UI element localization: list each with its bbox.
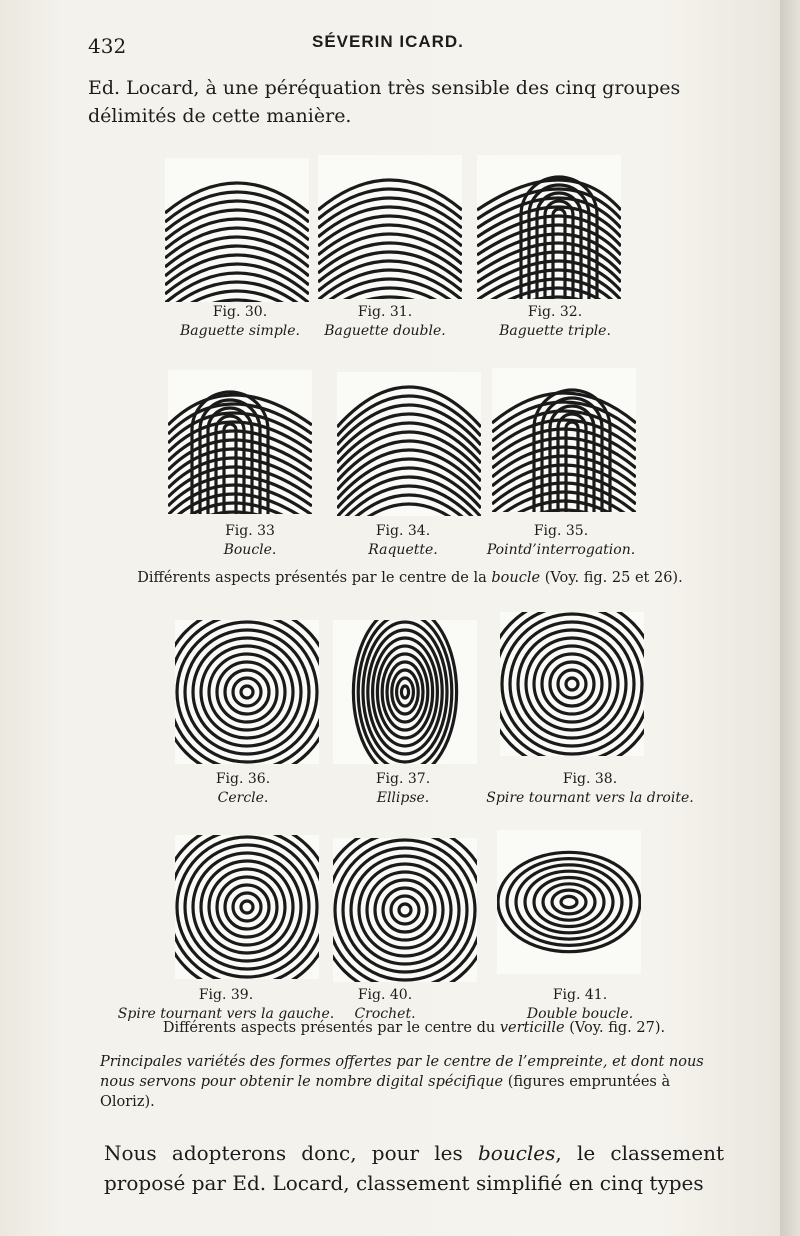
- figure-number: Fig. 35.: [533, 523, 589, 539]
- intro-paragraph: Ed. Locard, à une péréquation très sensible des cinq groupes délimités de cette manière.: [88, 77, 681, 127]
- figure-caption: [300, 303, 470, 341]
- fingerprint-ridges: [318, 155, 462, 299]
- figure-title: Baguette double.: [324, 323, 446, 339]
- fingerprint-ridges: [497, 830, 641, 974]
- page-edge: [780, 0, 800, 1236]
- figure-caption: [300, 986, 470, 1024]
- figure-legend: Principales variétés des formes offertes par le centre de l’empreinte, et dont nous nous servons pour obtenir le nombre digital spécifique (figures empruntées à Oloriz).: [100, 1054, 704, 1110]
- figure-title: Double boucle.: [526, 1006, 634, 1022]
- figure-number: Fig. 41.: [552, 987, 608, 1003]
- fingerprint-ridges: [333, 620, 477, 764]
- figure-title: Cercle.: [217, 790, 269, 806]
- figure-number: Fig. 32.: [527, 304, 583, 320]
- figure-number: Fig. 31.: [357, 304, 413, 320]
- page-number: 432: [88, 34, 127, 58]
- fingerprint-ridges: [175, 835, 319, 979]
- fingerprint-ridges: [492, 368, 636, 512]
- fingerprint-image-34: [337, 372, 481, 516]
- figure-title: Spire tournant vers la droite.: [486, 790, 694, 806]
- fingerprint-image-37: [333, 620, 477, 764]
- figure-number: Fig. 33: [225, 523, 275, 539]
- figure-title: Pointd’interrogation.: [486, 542, 636, 558]
- loop-summary: Différents aspects présentés par le centre de la boucle (Voy. fig. 25 et 26).: [137, 570, 683, 586]
- closing-paragraph: Nous adopterons donc, pour les boucles, le classement proposé par Ed. Locard, classement simplifié en cinq types: [104, 1141, 724, 1195]
- fingerprint-image-32: [477, 155, 621, 299]
- fingerprint-image-30: [165, 158, 309, 302]
- fingerprint-image-38: [500, 612, 644, 756]
- fingerprint-image-33: [168, 370, 312, 514]
- figure-caption: [460, 770, 720, 808]
- fingerprint-image-39: [175, 835, 319, 979]
- figure-number: Fig. 36.: [215, 771, 271, 787]
- fingerprint-image-41: [497, 830, 641, 974]
- figure-number: Fig. 34.: [375, 523, 431, 539]
- figure-number: Fig. 38.: [562, 771, 618, 787]
- figure-title: Raquette.: [368, 542, 438, 558]
- figure-number: Fig. 40.: [357, 987, 413, 1003]
- figure-number: Fig. 30.: [212, 304, 268, 320]
- fingerprint-image-31: [318, 155, 462, 299]
- figure-caption: [495, 986, 665, 1024]
- figure-title: Baguette triple.: [499, 323, 611, 339]
- figure-title: Boucle.: [223, 542, 277, 558]
- fingerprint-ridges: [165, 158, 309, 302]
- fingerprint-image-36: [175, 620, 319, 764]
- figure-number: Fig. 39.: [198, 987, 254, 1003]
- fingerprint-ridges: [168, 370, 312, 514]
- figure-caption: [476, 522, 646, 560]
- figure-caption: [165, 522, 335, 560]
- fingerprint-image-35: [492, 368, 636, 512]
- figure-caption: [470, 303, 640, 341]
- figure-title: Spire tournant vers la gauche.: [117, 1006, 335, 1022]
- fingerprint-image-40: [333, 838, 477, 982]
- fingerprint-ridges: [333, 838, 477, 982]
- fingerprint-ridges: [337, 372, 481, 516]
- figure-title: Baguette simple.: [180, 323, 300, 339]
- fingerprint-ridges: [477, 155, 621, 299]
- figure-title: Ellipse.: [376, 790, 430, 806]
- figure-number: Fig. 37.: [375, 771, 431, 787]
- figure-caption: [318, 522, 488, 560]
- figure-title: Crochet.: [354, 1006, 416, 1022]
- whorl-summary: Différents aspects présentés par le centre du verticille (Voy. fig. 27).: [162, 1020, 666, 1036]
- fingerprint-ridges: [175, 620, 319, 764]
- running-header: [88, 30, 708, 56]
- running-title: SÉVERIN ICARD.: [312, 32, 464, 51]
- fingerprint-ridges: [500, 612, 644, 756]
- figure-caption: [158, 770, 328, 808]
